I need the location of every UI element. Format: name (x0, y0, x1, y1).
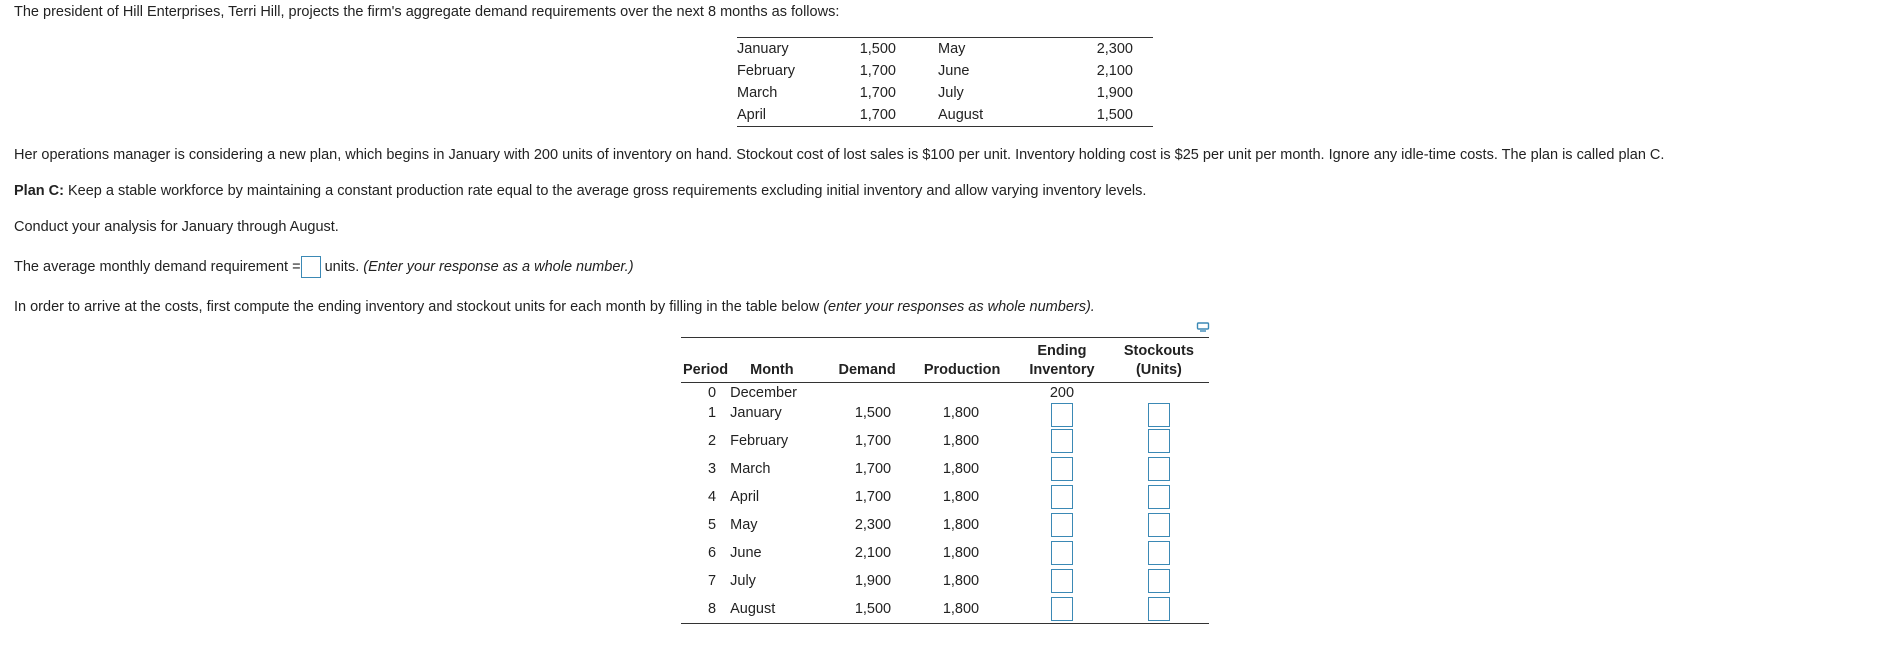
demand-row (737, 104, 1153, 127)
cell-stockout (1109, 511, 1209, 539)
table-row (681, 567, 1209, 595)
stockout-input[interactable] (1148, 403, 1170, 427)
cell-month: December (730, 385, 798, 401)
cell-production: 1,800 (942, 433, 980, 449)
header-stockouts-line1: Stockouts (1123, 343, 1194, 359)
ending-inventory-input[interactable] (1051, 513, 1073, 537)
cell-production: 1,800 (942, 461, 980, 477)
demand-row (737, 38, 1153, 61)
conduct-paragraph: Conduct your analysis for January through August. (14, 219, 339, 235)
month-demand: 1,900 (1096, 85, 1133, 101)
cell-demand: 1,700 (854, 433, 892, 449)
month-demand: 1,700 (859, 85, 896, 101)
cell-period: 2 (708, 433, 717, 449)
cell-period: 7 (708, 573, 717, 589)
cell-stockout (1109, 427, 1209, 455)
month-demand: 1,500 (859, 41, 896, 57)
header-stockouts (1109, 338, 1209, 383)
month-demand: 2,100 (1096, 63, 1133, 79)
cell-month: July (730, 573, 756, 589)
ending-inventory-input[interactable] (1051, 597, 1073, 621)
average-hint: (Enter your response as a whole number.) (363, 258, 634, 275)
average-suffix: units. (320, 258, 360, 275)
cell-ending (1015, 511, 1109, 539)
instruction-hint: (enter your responses as whole numbers). (823, 299, 1095, 315)
header-demand: Demand (825, 338, 909, 383)
cell-ending (1015, 539, 1109, 567)
table-row (681, 539, 1209, 567)
month-demand: 1,700 (859, 63, 896, 79)
cell-production: 1,800 (942, 601, 980, 617)
cell-period: 1 (708, 405, 717, 421)
cell-stockout (1109, 595, 1209, 624)
copy-table-icon[interactable] (1196, 322, 1210, 332)
intro-text: The president of Hill Enterprises, Terri Hill, projects the firm's aggregate demand requirements over the next 8 months as follows: (14, 4, 840, 20)
cell-ending (1015, 455, 1109, 483)
demand-projection-table (737, 37, 1153, 127)
ending-inventory-input[interactable] (1051, 429, 1073, 453)
instruction-text: In order to arrive at the costs, first compute the ending inventory and stockout units for each month by filling in the table below (14, 299, 824, 315)
cell-stockout (1109, 455, 1209, 483)
plan-c-label: Plan C: (14, 183, 64, 199)
cell-period: 5 (708, 517, 717, 533)
month-demand: 2,300 (1096, 41, 1133, 57)
header-ending-line2: Inventory (1029, 362, 1095, 378)
table-row (681, 427, 1209, 455)
ending-inventory-input[interactable] (1051, 569, 1073, 593)
cell-period: 4 (708, 489, 717, 505)
cell-month: May (730, 517, 758, 533)
stockout-input[interactable] (1148, 429, 1170, 453)
cell-ending (1015, 595, 1109, 624)
month-name: February (737, 63, 796, 79)
table-row (681, 455, 1209, 483)
inventory-plan-table (681, 337, 1209, 624)
cell-ending (1015, 567, 1109, 595)
cell-ending (1015, 427, 1109, 455)
average-question (14, 256, 634, 278)
ending-inventory-input[interactable] (1051, 485, 1073, 509)
average-prefix: The average monthly demand requirement = (14, 258, 301, 275)
scenario-paragraph: Her operations manager is considering a new plan, which begins in January with 200 units of inventory on hand. Stockout cost of lost sales is $100 per unit. Inventory holding cost is $25 per unit per month. Ignore any idle-time costs. The plan is called plan C. (14, 147, 1665, 163)
stockout-input[interactable] (1148, 541, 1170, 565)
demand-row (737, 60, 1153, 82)
header-period: Period (681, 338, 730, 383)
header-ending-inventory (1015, 338, 1109, 383)
cell-demand: 1,700 (854, 461, 892, 477)
cell-demand: 1,900 (854, 573, 892, 589)
stockout-input[interactable] (1148, 457, 1170, 481)
cell-production: 1,800 (942, 489, 980, 505)
header-ending-line1: Ending (1037, 343, 1087, 359)
cell-demand: 2,300 (854, 517, 892, 533)
stockout-input[interactable] (1148, 597, 1170, 621)
demand-row (737, 82, 1153, 104)
cell-production-empty (909, 383, 1015, 404)
table-row (681, 511, 1209, 539)
cell-month: August (730, 601, 776, 617)
cell-period: 0 (708, 385, 717, 401)
ending-inventory-input[interactable] (1051, 541, 1073, 565)
cell-ending (1015, 403, 1109, 427)
cell-period: 6 (708, 545, 717, 561)
table-row (681, 403, 1209, 427)
cell-period: 8 (708, 601, 717, 617)
cell-period: 3 (708, 461, 717, 477)
header-production: Production (909, 338, 1015, 383)
month-name: May (938, 41, 966, 57)
cell-month: March (730, 461, 771, 477)
month-name: January (737, 41, 789, 57)
month-name: July (938, 85, 964, 101)
cell-ending (1015, 483, 1109, 511)
month-name: August (938, 107, 984, 123)
cell-demand: 1,500 (854, 405, 892, 421)
cell-month: February (730, 433, 789, 449)
month-name: June (938, 63, 970, 79)
ending-inventory-input[interactable] (1051, 457, 1073, 481)
cell-initial-inventory: 200 (1049, 385, 1075, 401)
cell-production: 1,800 (942, 405, 980, 421)
instruction-paragraph (14, 297, 1095, 317)
month-demand: 1,500 (1096, 107, 1133, 123)
stockout-input[interactable] (1148, 569, 1170, 593)
cell-month: January (730, 405, 782, 421)
cell-demand: 1,700 (854, 489, 892, 505)
table-row-initial (681, 383, 1209, 404)
cell-stockout (1109, 567, 1209, 595)
ending-inventory-input[interactable] (1051, 403, 1073, 427)
cell-stockout-empty (1109, 383, 1209, 404)
average-answer-input[interactable] (301, 256, 321, 278)
cell-month: April (730, 489, 760, 505)
cell-demand: 1,500 (854, 601, 892, 617)
month-name: April (737, 107, 767, 123)
cell-production: 1,800 (942, 573, 980, 589)
table-row (681, 595, 1209, 624)
cell-month: June (730, 545, 762, 561)
cell-stockout (1109, 539, 1209, 567)
stockout-input[interactable] (1148, 485, 1170, 509)
header-stockouts-line2: (Units) (1135, 362, 1182, 378)
plan-c-description: Keep a stable workforce by maintaining a constant production rate equal to the average gross requirements excluding initial inventory and allow varying inventory levels. (63, 183, 1147, 199)
plan-c-paragraph (14, 181, 1146, 201)
table-row (681, 483, 1209, 511)
table-header-row (681, 338, 1209, 383)
stockout-input[interactable] (1148, 513, 1170, 537)
cell-stockout (1109, 483, 1209, 511)
cell-demand-empty (825, 383, 909, 404)
month-demand: 1,700 (859, 107, 896, 123)
cell-stockout (1109, 403, 1209, 427)
cell-demand: 2,100 (854, 545, 892, 561)
cell-production: 1,800 (942, 517, 980, 533)
header-month: Month (730, 338, 825, 383)
cell-production: 1,800 (942, 545, 980, 561)
month-name: March (737, 85, 778, 101)
